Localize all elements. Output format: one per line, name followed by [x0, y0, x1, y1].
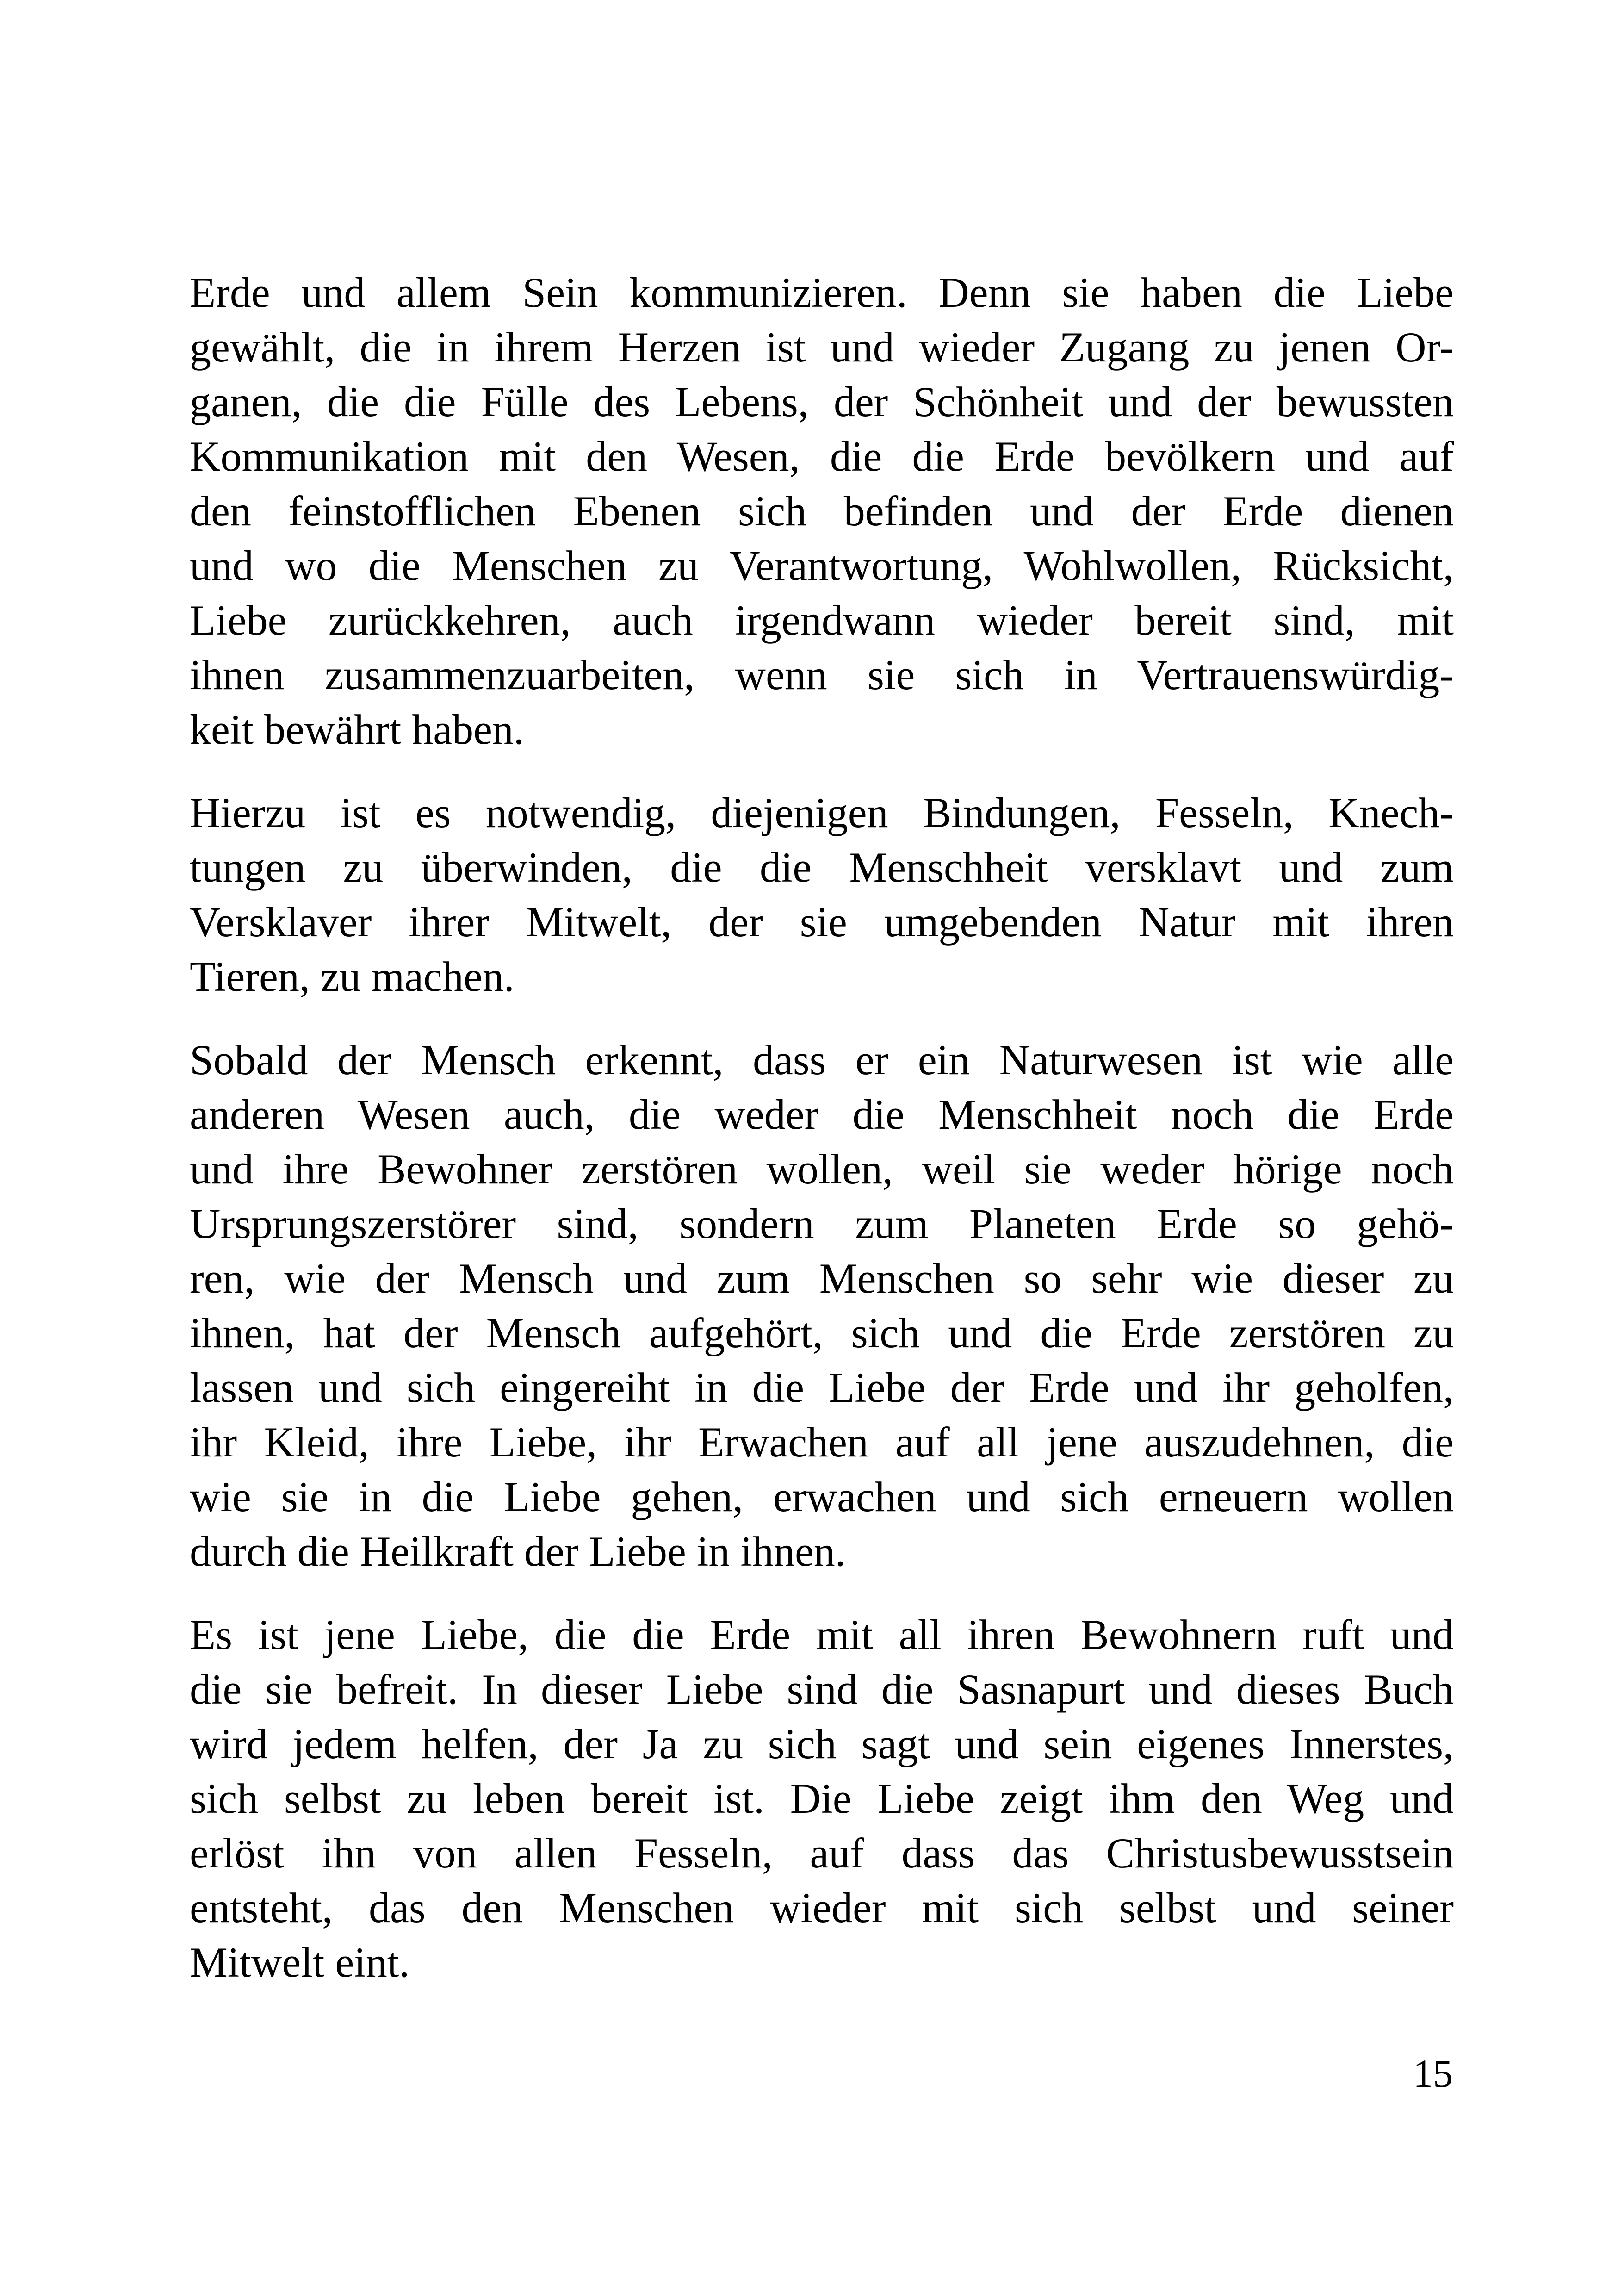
text-line: Hierzu ist es notwendig, diejenigen Bindungen, Fesseln, Knech-	[190, 789, 1454, 836]
text-line: anderen Wesen auch, die weder die Menschheit noch die Erde	[190, 1091, 1454, 1138]
text-line: Tieren, zu machen.	[190, 953, 515, 1000]
text-line: entsteht, das den Menschen wieder mit sich selbst und seiner	[190, 1884, 1454, 1931]
text-line: Liebe zurückkehren, auch irgendwann wieder bereit sind, mit	[190, 597, 1454, 644]
paragraph	[190, 1033, 1454, 1579]
text-line: wie sie in die Liebe gehen, erwachen und sich erneuern wollen	[190, 1473, 1454, 1520]
text-line: den feinstofflichen Ebenen sich befinden und der Erde dienen	[190, 487, 1454, 535]
text-line: ganen, die die Fülle des Lebens, der Schönheit und der bewussten	[190, 378, 1454, 425]
text-line: Sobald der Mensch erkennt, dass er ein Naturwesen ist wie alle	[190, 1036, 1454, 1083]
text-line: sich selbst zu leben bereit ist. Die Liebe zeigt ihm den Weg und	[190, 1775, 1454, 1822]
text-block	[190, 265, 1454, 1990]
text-line: Es ist jene Liebe, die die Erde mit all ihren Bewohnern ruft und	[190, 1611, 1454, 1658]
text-line: ihr Kleid, ihre Liebe, ihr Erwachen auf all jene auszudehnen, die	[190, 1419, 1454, 1466]
text-line: Ursprungszerstörer sind, sondern zum Planeten Erde so gehö-	[190, 1200, 1454, 1247]
text-line: gewählt, die in ihrem Herzen ist und wieder Zugang zu jenen Or-	[190, 324, 1454, 371]
text-line: die sie befreit. In dieser Liebe sind die Sasnapurt und dieses Buch	[190, 1666, 1454, 1713]
text-line: lassen und sich eingereiht in die Liebe der Erde und ihr geholfen,	[190, 1364, 1454, 1411]
page-number: 15	[1413, 2051, 1453, 2096]
text-line: tungen zu überwinden, die die Menschheit versklavt und zum	[190, 844, 1454, 891]
text-line: Mitwelt eint.	[190, 1939, 410, 1986]
paragraph	[190, 785, 1454, 1004]
text-line: und ihre Bewohner zerstören wollen, weil sie weder hörige noch	[190, 1145, 1454, 1193]
text-line: Versklaver ihrer Mitwelt, der sie umgebenden Natur mit ihren	[190, 898, 1454, 946]
text-line: und wo die Menschen zu Verantwortung, Wohlwollen, Rücksicht,	[190, 542, 1454, 589]
text-line: Erde und allem Sein kommunizieren. Denn sie haben die Liebe	[190, 269, 1454, 316]
text-line: keit bewährt haben.	[190, 706, 524, 753]
paragraph	[190, 1607, 1454, 1990]
text-line: Kommunikation mit den Wesen, die die Erde bevölkern und auf	[190, 433, 1454, 480]
text-line: erlöst ihn von allen Fesseln, auf dass das Christusbewusstsein	[190, 1829, 1454, 1877]
text-line: ihnen zusammenzuarbeiten, wenn sie sich in Vertrauenswürdig-	[190, 651, 1454, 698]
text-line: ihnen, hat der Mensch aufgehört, sich und die Erde zerstören zu	[190, 1309, 1454, 1356]
text-line: durch die Heilkraft der Liebe in ihnen.	[190, 1528, 846, 1575]
paragraph	[190, 265, 1454, 757]
text-line: ren, wie der Mensch und zum Menschen so sehr wie dieser zu	[190, 1255, 1454, 1302]
text-line: wird jedem helfen, der Ja zu sich sagt und sein eigenes Innerstes,	[190, 1720, 1454, 1767]
